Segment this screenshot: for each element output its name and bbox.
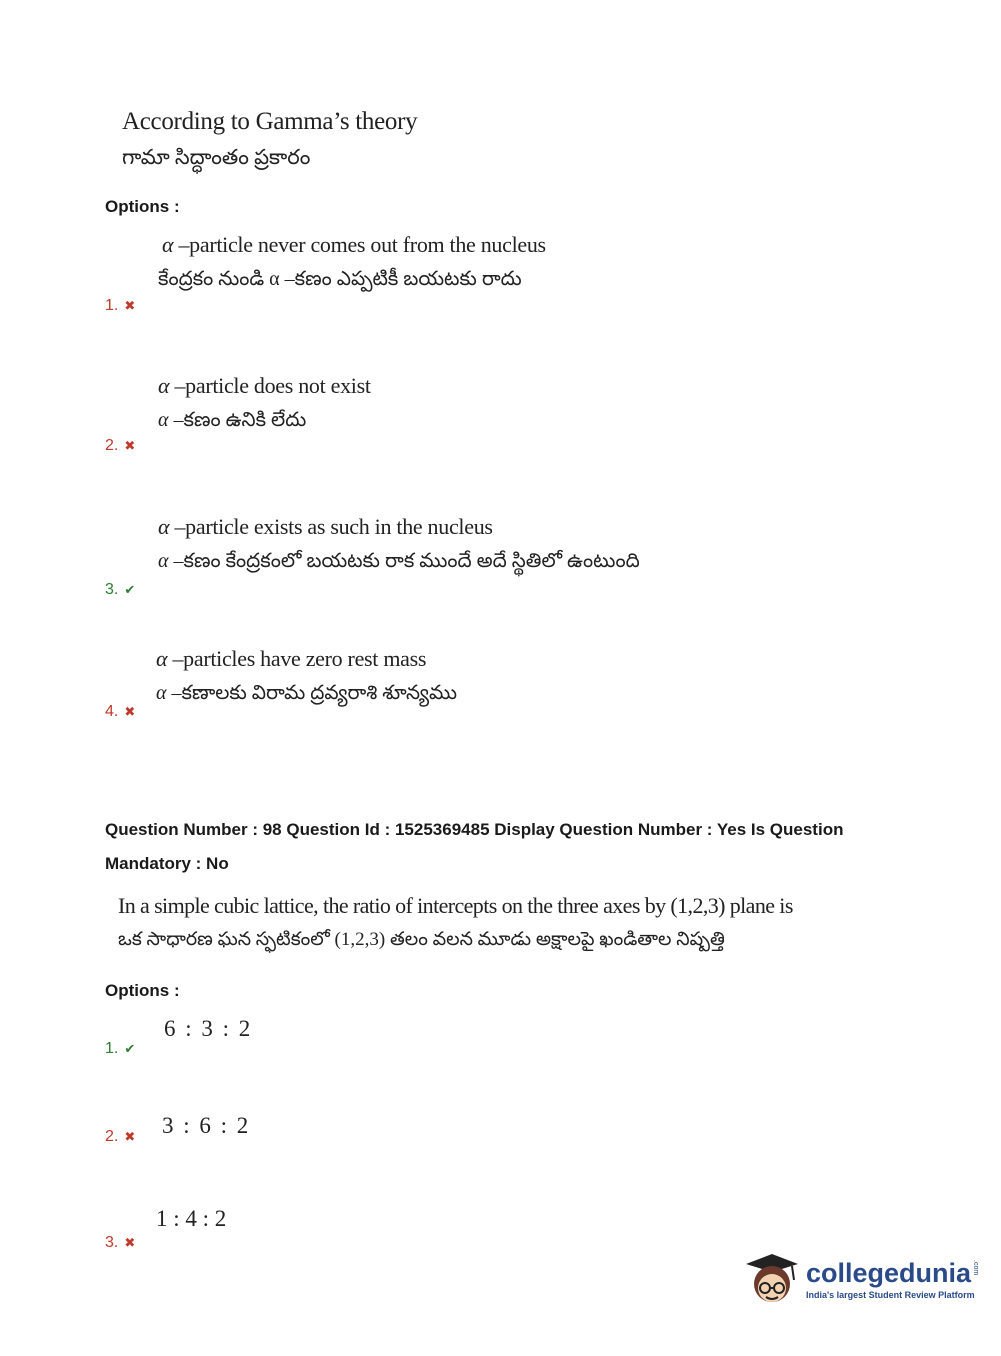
alpha-symbol: α bbox=[158, 409, 169, 431]
option-4-english bbox=[156, 646, 426, 672]
option-text: –particles have zero rest mass bbox=[167, 646, 427, 671]
option-3-value: 1 : 4 : 2 bbox=[156, 1206, 227, 1231]
option-1-value: 6 : 3 : 2 bbox=[164, 1016, 253, 1041]
alpha-symbol: α bbox=[158, 514, 170, 539]
cross-icon: ✖ bbox=[124, 704, 136, 719]
option-1-number bbox=[105, 1040, 135, 1058]
option-2-english bbox=[158, 373, 371, 399]
option-number: 4. bbox=[105, 703, 119, 720]
option-number: 2. bbox=[105, 1128, 119, 1145]
check-icon: ✔ bbox=[124, 582, 136, 597]
option-3-number bbox=[105, 1234, 135, 1252]
brand-tagline: India's largest Student Review Platform bbox=[806, 1290, 975, 1300]
option-text-telugu: –కణం ఉనికి లేదు bbox=[173, 409, 307, 431]
alpha-symbol: α bbox=[162, 232, 174, 257]
option-number: 2. bbox=[105, 437, 119, 454]
collegedunia-logo bbox=[742, 1250, 979, 1310]
option-3-telugu bbox=[158, 550, 640, 577]
option-1-number bbox=[105, 297, 135, 315]
option-number: 1. bbox=[105, 297, 119, 314]
cross-icon: ✖ bbox=[124, 1129, 136, 1144]
option-text: –particle does not exist bbox=[169, 373, 371, 398]
option-number: 1. bbox=[105, 1040, 119, 1057]
brand-name: collegedunia bbox=[806, 1258, 972, 1288]
cross-icon: ✖ bbox=[124, 1235, 136, 1250]
option-3-number bbox=[105, 581, 135, 599]
option-1-english bbox=[162, 232, 546, 258]
question-meta-line-2: Mandatory : No bbox=[105, 854, 229, 873]
option-number: 3. bbox=[105, 1234, 119, 1251]
mascot-icon bbox=[742, 1250, 800, 1310]
question-stem-telugu: ఒక సాధారణ ఘన స్ఫటికంలో (1,2,3) తలం వలన మూడు అక్షాలపై ఖండితాల నిష్పత్తి bbox=[118, 929, 725, 950]
question-meta-line-1: Question Number : 98 Question Id : 1525369485 Display Question Number : Yes Is Question bbox=[105, 820, 844, 839]
option-4-telugu bbox=[156, 682, 457, 709]
brand-suffix: .com bbox=[972, 1260, 980, 1276]
option-text-telugu: –కణాలకు విరామ ద్రవ్యరాశి శూన్యము bbox=[171, 682, 458, 704]
option-3-english bbox=[158, 514, 493, 540]
option-2-telugu bbox=[158, 409, 306, 436]
option-4-number bbox=[105, 703, 135, 721]
alpha-symbol: α bbox=[156, 682, 167, 704]
check-icon: ✔ bbox=[124, 1041, 136, 1056]
question-stem-english: According to Gamma’s theory bbox=[122, 108, 418, 135]
alpha-symbol: α bbox=[158, 373, 170, 398]
option-text: –particle never comes out from the nucleus bbox=[173, 232, 546, 257]
question-stem-telugu: గామా సిద్ధాంతం ప్రకారం bbox=[122, 145, 311, 169]
option-2-value: 3 : 6 : 2 bbox=[162, 1113, 251, 1138]
option-text-telugu: –కణం కేంద్రకంలో బయటకు రాక ముందే అదే స్థితిలో ఉంటుంది bbox=[173, 550, 640, 572]
alpha-symbol: α bbox=[158, 550, 169, 572]
options-label: Options : bbox=[105, 981, 180, 1000]
alpha-symbol: α bbox=[156, 646, 168, 671]
logo-text-block bbox=[806, 1260, 979, 1300]
option-2-number bbox=[105, 437, 135, 455]
option-2-number bbox=[105, 1128, 135, 1146]
cross-icon: ✖ bbox=[124, 298, 136, 313]
cross-icon: ✖ bbox=[124, 438, 136, 453]
option-text: –particle exists as such in the nucleus bbox=[169, 514, 493, 539]
question-stem-english: In a simple cubic lattice, the ratio of intercepts on the three axes by (1,2,3) plane is bbox=[118, 893, 793, 918]
option-1-telugu: కేంద్రకం నుండి α –కణం ఎప్పటికీ బయటకు రాదు bbox=[158, 268, 522, 290]
option-number: 3. bbox=[105, 581, 119, 598]
options-label: Options : bbox=[105, 197, 180, 216]
